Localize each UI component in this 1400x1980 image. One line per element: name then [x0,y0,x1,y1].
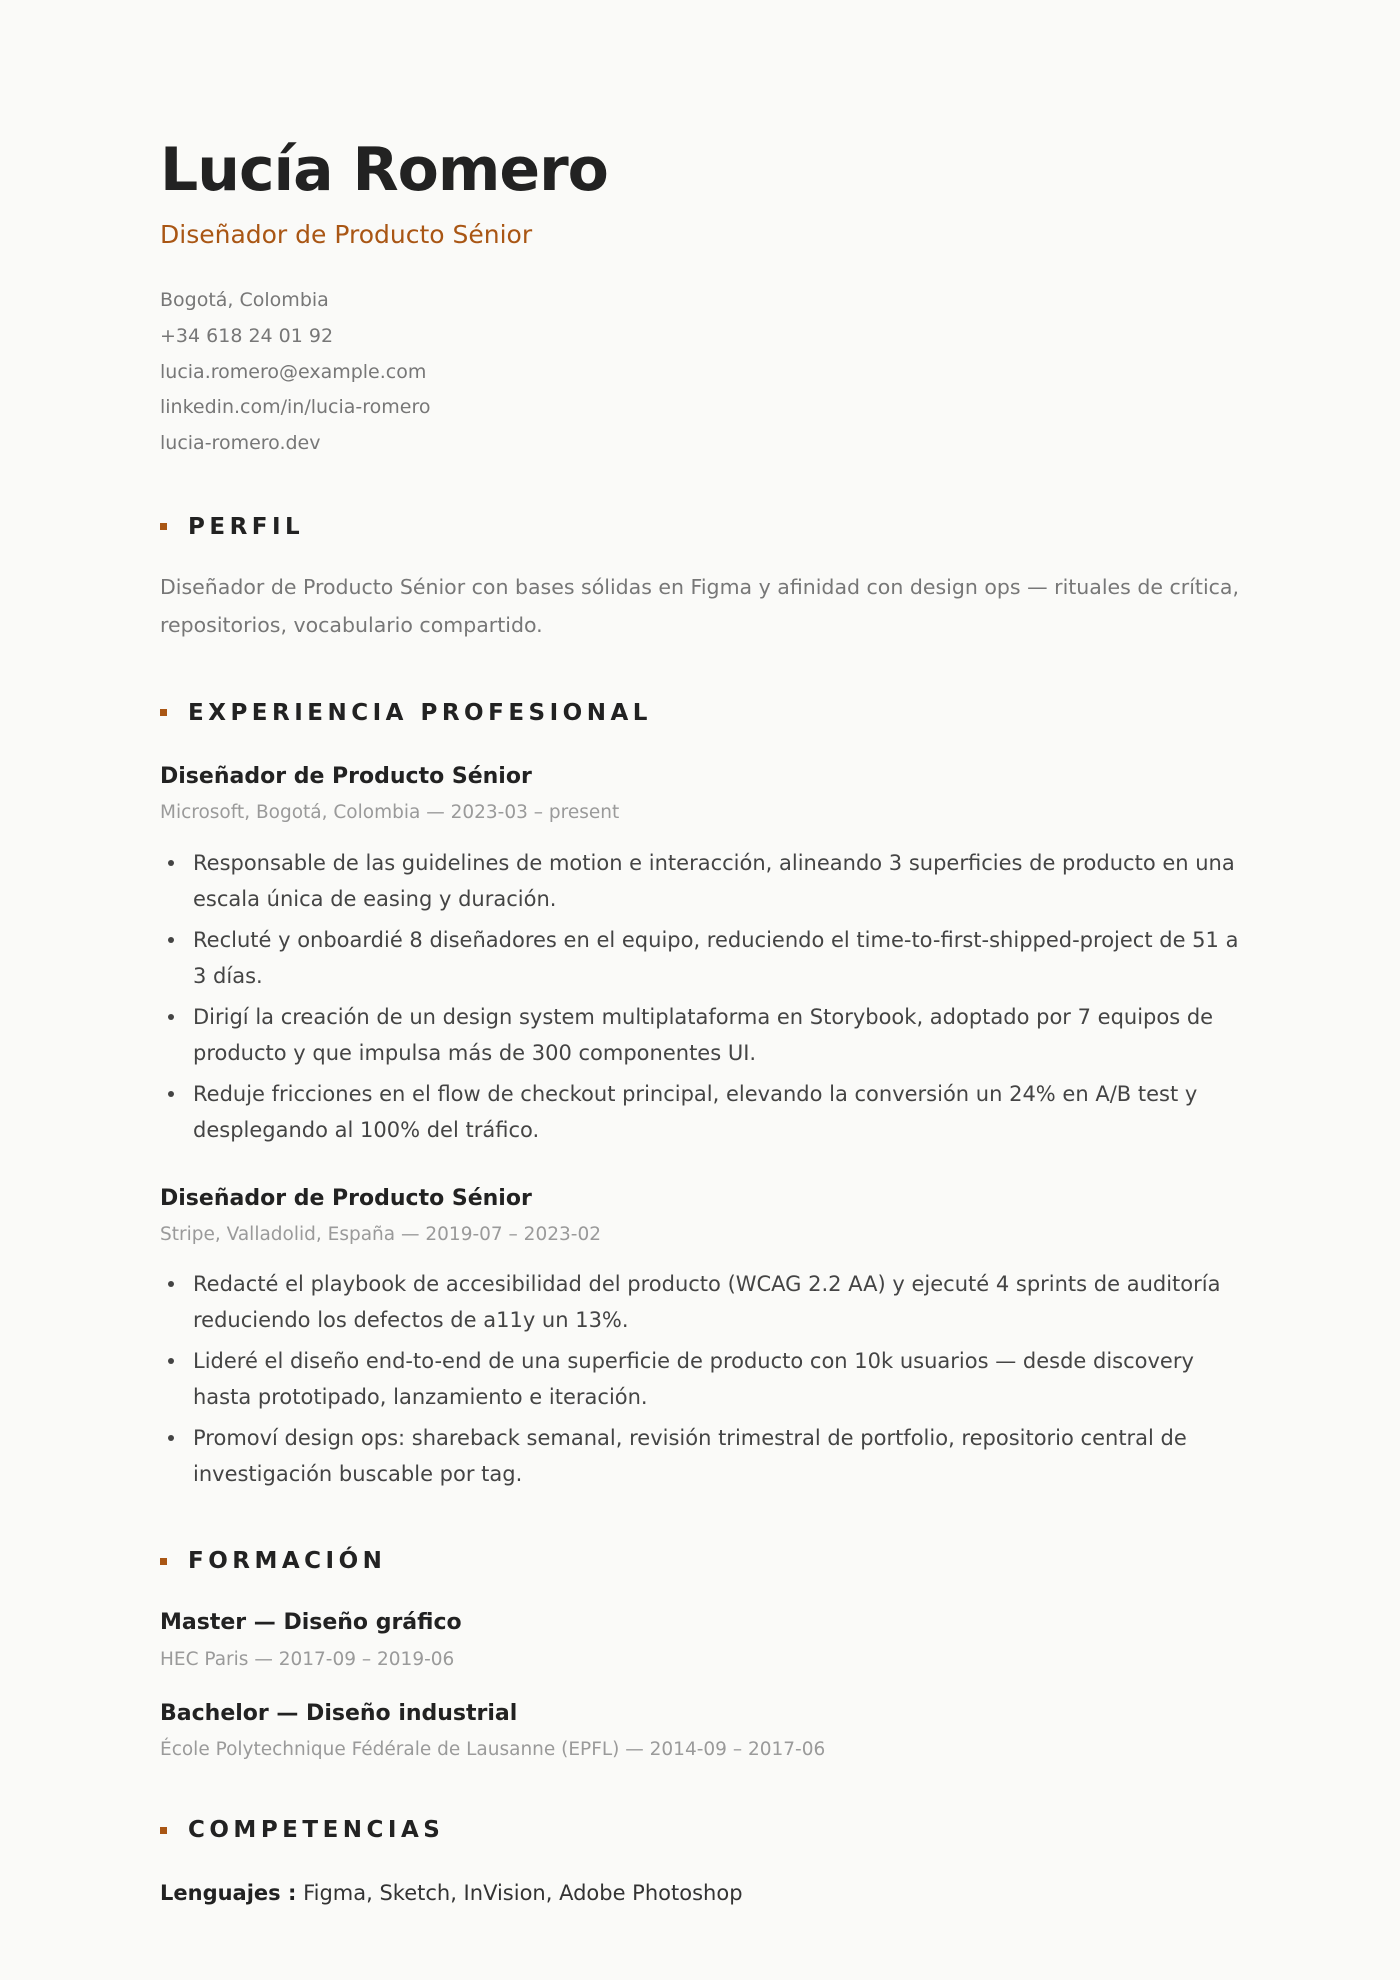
job-title: Diseñador de Producto Sénior [160,1185,532,1211]
section-marker-icon [160,1558,167,1565]
job-bullet: Dirigí la creación de un design system multiplataforma en Storybook, adoptado por 7 equipos de producto y que impulsa más de 300 componentes UI. [193,999,1243,1071]
contact-location: Bogotá, Colombia [160,289,329,311]
job-bullet: Responsable de las guidelines de motion e interacción, alineando 3 superficies de producto en una escala única de easing y duración. [193,845,1243,917]
section-skills-heading [160,1817,1240,1843]
section-education-heading [160,1548,1240,1574]
contact-email: lucia.romero@example.com [160,360,427,383]
profile-summary: Diseñador de Producto Sénior con bases sólidas en Figma y afinidad con design ops — rituales de crítica, repositorios, vocabulario compartido. [160,574,1239,637]
job-bullets [160,1266,1240,1492]
skills-value: Figma, Sketch, InVision, Adobe Photoshop [296,1881,743,1906]
job-bullets [160,845,1240,1148]
job-bullet: Redacté el playbook de accesibilidad del producto (WCAG 2.2 AA) y ejecuté 4 sprints de auditoría reduciendo los defectos de a11y un 13%. [193,1266,1243,1338]
job-title: Diseñador de Producto Sénior [160,763,532,789]
job-bullet: Reduje fricciones en el flow de checkout principal, elevando la conversión un 24% en A/B test y desplegando al 100% del tráfico. [193,1076,1243,1148]
section-perfil-label: PERFIL [188,513,305,540]
skills-row [160,1881,1240,1906]
education-meta: École Polytechnique Fédérale de Lausanne (EPFL) — 2014-09 – 2017-06 [160,1739,826,1761]
job-bullet: Recluté y onboardié 8 diseñadores en el equipo, reduciendo el time-to-first-shipped-project de 51 a 3 días. [193,922,1243,994]
education-entry [160,1701,1240,1762]
job-meta: Stripe, Valladolid, España — 2019-07 – 2023-02 [160,1223,601,1245]
job-bullet: Promoví design ops: shareback semanal, revisión trimestral de portfolio, repositorio central de investigación buscable por tag. [193,1420,1243,1492]
candidate-name: Lucía Romero [160,135,608,205]
education-entry [160,1610,1240,1671]
section-skills-label: COMPETENCIAS [188,1817,445,1844]
section-perfil-heading [160,514,1240,540]
section-marker-icon [160,523,167,530]
contact-list [160,283,1240,462]
resume-page [160,135,1240,1906]
contact-phone: +34 618 24 01 92 [160,324,334,347]
job-meta: Microsoft, Bogotá, Colombia — 2023-03 – present [160,802,620,824]
section-marker-icon [160,709,167,716]
contact-website: lucia-romero.dev [160,432,321,455]
job-entry [160,764,1240,1148]
contact-linkedin: linkedin.com/in/lucia-romero [160,396,431,419]
job-headline: Diseñador de Producto Sénior [160,220,533,249]
job-bullet: Lideré el diseño end-to-end de una superficie de producto con 10k usuarios — desde discovery hasta prototipado, lanzamiento e iteración. [193,1343,1243,1415]
skills-label: Lenguajes : [160,1881,297,1906]
section-experience-label: EXPERIENCIA PROFESIONAL [188,699,652,726]
job-entry [160,1186,1240,1493]
education-degree: Master — Diseño gráfico [160,1610,462,1636]
education-degree: Bachelor — Diseño industrial [160,1700,518,1726]
section-experience-heading [160,700,1240,726]
section-education-label: FORMACIÓN [188,1548,387,1575]
section-marker-icon [160,1827,167,1834]
education-meta: HEC Paris — 2017-09 – 2019-06 [160,1648,455,1670]
